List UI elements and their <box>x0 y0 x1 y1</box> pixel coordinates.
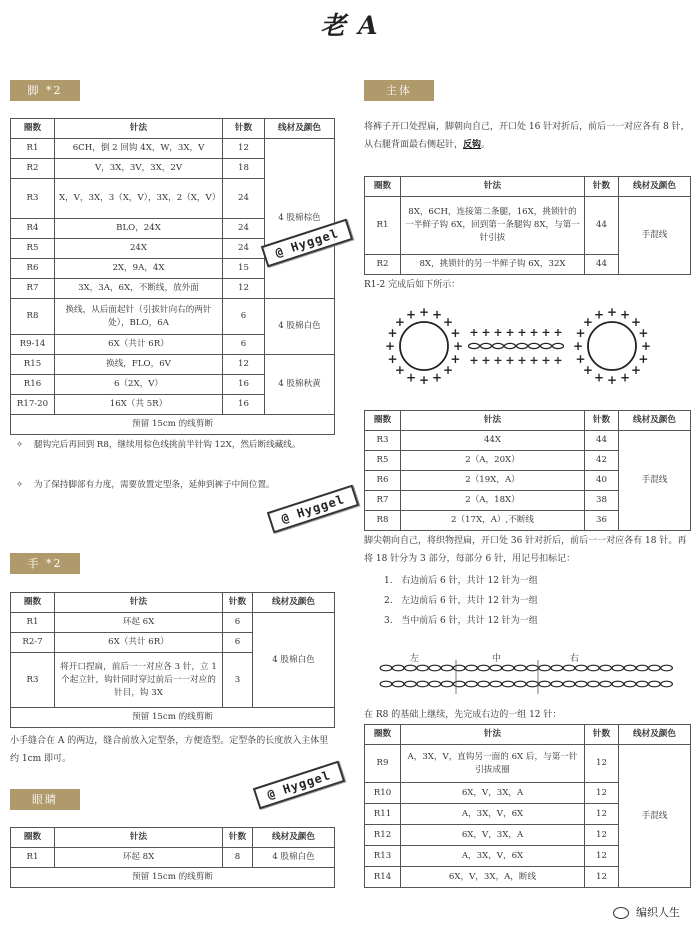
diagram-label-left: 左 <box>410 654 420 664</box>
table-row: R8 2（17X，A）,不断线 36 <box>365 511 691 531</box>
header-round: 圈数 <box>11 828 55 848</box>
chain-stitch <box>575 681 587 687</box>
stitch-plus-mark: + <box>384 339 396 353</box>
stitch-plus-mark: + <box>517 326 527 339</box>
chain-stitch <box>502 681 514 687</box>
chain-stitch <box>417 681 429 687</box>
chain-stitch <box>490 681 502 687</box>
chain-stitch <box>600 681 612 687</box>
yarn-cell: 手混线 <box>619 431 691 531</box>
header-count: 针数 <box>585 725 619 745</box>
stitch-plus-mark: + <box>394 314 405 329</box>
stitch-plus-mark: + <box>638 325 649 340</box>
chain-stitch <box>478 681 490 687</box>
left-ring <box>385 305 463 387</box>
stitch-plus-mark: + <box>553 326 563 339</box>
chain-stitch <box>588 665 600 671</box>
stitch-plus-mark: + <box>418 305 430 319</box>
table-row: R5 2（A，20X） 42 <box>365 451 691 471</box>
header-count: 针数 <box>223 593 253 613</box>
ring-circle <box>588 322 636 370</box>
body-table-3 <box>364 724 691 888</box>
chain-stitch <box>541 343 552 348</box>
chain-stitch <box>553 343 564 348</box>
stitch-plus-mark: + <box>606 373 618 387</box>
chain-stitch <box>649 665 661 671</box>
stitch-plus-mark: + <box>517 354 527 367</box>
header-yarn: 线材及颜色 <box>253 828 335 848</box>
table-row: R3 44X 44 手混线 <box>365 431 691 451</box>
diagram-label-mid: 中 <box>492 654 502 664</box>
header-stitch: 针法 <box>401 725 585 745</box>
table-row: R5 24X 24 <box>11 239 335 259</box>
header-count: 针数 <box>585 411 619 431</box>
chain-stitch <box>429 681 441 687</box>
chain-stitch <box>527 665 539 671</box>
chain-stitch <box>517 343 528 348</box>
stitch-plus-mark: + <box>631 314 642 329</box>
table-row: R12 6X，V，3X，A 12 <box>365 825 691 846</box>
chain-stitch <box>551 681 563 687</box>
stitch-plus-mark: + <box>443 363 454 378</box>
header-stitch: 针法 <box>55 593 223 613</box>
yarn-cell: 4 股棉棕色 <box>265 139 335 299</box>
chain-stitch <box>514 665 526 671</box>
header-yarn: 线材及颜色 <box>619 177 691 197</box>
chain-stitch <box>380 681 392 687</box>
right-ring <box>573 305 651 387</box>
table-row: R13 A，3X，V，6X 12 <box>365 846 691 867</box>
chain-bridge <box>469 326 564 367</box>
table-footer: 预留 15cm 的线剪断 <box>11 868 335 888</box>
header-round: 圈数 <box>11 119 55 139</box>
chain-stitch <box>490 665 502 671</box>
chain-stitch <box>417 665 429 671</box>
stitch-plus-mark: + <box>481 354 491 367</box>
table-row: R7 2（A，18X） 38 <box>365 491 691 511</box>
table-row: R15 换线，FLO，6V 12 4 股棉秋黄 <box>11 355 335 375</box>
table-row: R6 2（19X，A） 40 <box>365 471 691 491</box>
yarn-cell: 手混线 <box>619 197 691 275</box>
stitch-plus-mark: + <box>418 373 430 387</box>
chain-stitch <box>539 665 551 671</box>
diamond-bullet-icon: ✧ <box>16 440 24 450</box>
table-row: R2 V，3X，3V，3X，2V 18 <box>11 159 335 179</box>
yarn-cell: 4 股棉秋黄 <box>265 355 335 415</box>
table-row: R7 3X，3A，6X，不断线，放外面 12 <box>11 279 335 299</box>
stitch-plus-mark: + <box>387 325 398 340</box>
chain-stitch <box>563 681 575 687</box>
header-round: 圈数 <box>11 593 55 613</box>
stitch-plus-mark: + <box>575 325 586 340</box>
step-2: 2. 左边前后 6 针，共计 12 针为一组 <box>384 596 538 606</box>
stitch-plus-mark: + <box>469 354 479 367</box>
chain-stitch <box>649 681 661 687</box>
table-row: R9 A，3X，V，直钩另一面的 6X 后，与第一针引拔成圈 12 手混线 <box>365 745 691 783</box>
section-eyes-label: 眼睛 <box>10 789 80 810</box>
table-row: R2 8X，挑锁针的另一半鲜子钩 6X，32X 44 <box>365 255 691 275</box>
stitch-plus-mark: + <box>593 370 605 385</box>
header-stitch: 针法 <box>401 411 585 431</box>
stitch-plus-mark: + <box>493 326 503 339</box>
table-row: R2-7 6X（共计 6R） 6 <box>11 633 335 653</box>
chain-stitch <box>539 681 551 687</box>
stitch-plus-mark: + <box>450 325 461 340</box>
table-row: R11 A，3X，V，6X 12 <box>365 804 691 825</box>
stitch-plus-mark: + <box>640 339 652 353</box>
chain-stitch <box>405 665 417 671</box>
stitch-plus-mark: + <box>541 354 551 367</box>
body-table-2 <box>364 410 691 531</box>
table-row: R3 X，V，3X，3（X，V），3X，2（X，V） 24 <box>11 179 335 219</box>
chain-stitch <box>505 343 516 348</box>
chain-stitch <box>466 681 478 687</box>
stitch-plus-mark: + <box>394 363 405 378</box>
chain-stitch <box>380 665 392 671</box>
header-yarn: 线材及颜色 <box>265 119 335 139</box>
chain-stitch <box>481 343 492 348</box>
foot-note-2: ✧ 为了保持脚部有力度，需要放置定型条，延伸到裤子中间位置。 <box>34 476 334 495</box>
watermark-stamp: @ Hyggel <box>267 485 359 534</box>
header-stitch: 针法 <box>55 119 223 139</box>
stitch-plus-mark: + <box>575 352 586 367</box>
chain-stitch <box>392 681 404 687</box>
header-count: 针数 <box>585 177 619 197</box>
table-footer: 预留 15cm 的线剪断 <box>11 708 335 728</box>
chain-stitch <box>600 665 612 671</box>
table-row: R1 环起 6X 6 4 股棉白色 <box>11 613 335 633</box>
chain-stitch <box>453 681 465 687</box>
header-stitch: 针法 <box>55 828 223 848</box>
table-row: R10 6X，V，3X，A 12 <box>365 783 691 804</box>
chain-stitch <box>636 681 648 687</box>
chain-stitch <box>588 681 600 687</box>
section-body-label: 主体 <box>364 80 434 101</box>
section-hand-label: 手 *2 <box>10 553 80 574</box>
chain-stitch <box>441 681 453 687</box>
body-intro: 将裤子开口处捏扁，脚朝向自己，开口处 16 针对折后，前后一一对应各有 8 针，从右腿背面最右侧起针，反钩。 <box>364 122 690 150</box>
chain-stitch <box>575 665 587 671</box>
table-row: R14 6X，V，3X，A，断线 12 <box>365 867 691 888</box>
stitch-plus-mark: + <box>505 354 515 367</box>
chain-stitch <box>563 665 575 671</box>
body-para-2: 脚尖朝向自己，将织物捏扁，开口处 36 针对折后，前后一一对应各有 18 针。再将 18 针分为 3 部分，每部分 6 针，用记号扣标记： <box>364 536 687 564</box>
table-row: R17-20 16X（共 5R） 16 <box>11 395 335 415</box>
chain-stitch <box>624 665 636 671</box>
stitch-plus-mark: + <box>572 339 584 353</box>
r12-caption: R1-2 完成后如下所示： <box>364 280 461 290</box>
header-count: 针数 <box>223 119 265 139</box>
chain-stitch <box>612 665 624 671</box>
stitch-plus-mark: + <box>387 352 398 367</box>
hand-table <box>10 592 335 728</box>
stitch-plus-mark: + <box>443 314 454 329</box>
stitch-plus-mark: + <box>452 339 464 353</box>
header-yarn: 线材及颜色 <box>619 725 691 745</box>
chain-stitch <box>636 665 648 671</box>
step-3: 3. 当中前后 6 针，共计 12 针为一组 <box>384 616 538 626</box>
stitch-plus-mark: + <box>638 352 649 367</box>
wechat-icon <box>613 907 629 919</box>
header-round: 圈数 <box>365 177 401 197</box>
stitch-plus-mark: + <box>529 326 539 339</box>
chain-stitch <box>551 665 563 671</box>
table-row: R1 环起 8X 8 4 股棉白色 <box>11 848 335 868</box>
chain-stitch <box>529 343 540 348</box>
step-1: 1. 右边前后 6 针，共计 12 针为一组 <box>384 576 538 586</box>
table-row: R3 将开口捏扁，前后一一对应各 3 针，立 1 个起立针，钩针同时穿过前后一一对应的针目，钩 3X 3 <box>11 653 335 708</box>
table-row: R9-14 6X（共计 6R） 6 <box>11 335 335 355</box>
chain-stitch <box>392 665 404 671</box>
section-foot-label: 脚 *2 <box>10 80 80 101</box>
yarn-cell: 4 股棉白色 <box>265 299 335 355</box>
chain-stitch <box>453 665 465 671</box>
yarn-cell: 手混线 <box>619 745 691 888</box>
chain-stitch <box>429 665 441 671</box>
yarn-cell: 4 股棉白色 <box>253 613 335 708</box>
foot-note-1: ✧ 腿钩完后再回到 R8，继续用棕色线挑前半针钩 12X，然后断线藏线。 <box>34 436 334 455</box>
ring-circle <box>400 322 448 370</box>
stitch-plus-mark: + <box>431 370 443 385</box>
table-row: R6 2X，9A，4X 15 <box>11 259 335 279</box>
stitch-plus-mark: + <box>505 326 515 339</box>
watermark-stamp: @ Hyggel <box>253 761 345 810</box>
diamond-bullet-icon: ✧ <box>16 480 24 490</box>
header-stitch: 针法 <box>401 177 585 197</box>
stitch-plus-mark: + <box>619 307 631 322</box>
stitch-plus-mark: + <box>619 370 631 385</box>
chain-stitch <box>493 343 504 348</box>
chain-stitch <box>441 665 453 671</box>
table-footer: 预留 15cm 的线剪断 <box>11 415 335 435</box>
foot-table <box>10 118 335 435</box>
chain-stitch <box>527 681 539 687</box>
header-yarn: 线材及颜色 <box>253 593 335 613</box>
header-yarn: 线材及颜色 <box>619 411 691 431</box>
body-para-3: 在 R8 的基础上继续，先完成右边的一组 12 针： <box>364 710 562 720</box>
chain-stitch <box>661 681 673 687</box>
stitch-plus-mark: + <box>405 307 417 322</box>
table-row: R1 6CH，倒 2 回钩 4X，W，3X，V 12 4 股棉棕色 <box>11 139 335 159</box>
chain-stitch <box>478 665 490 671</box>
hand-note: 小手缝合在 A 的两边，缝合前放入定型条，方便造型。定型条的长度放入主体里约 1cm 即可。 <box>10 736 329 764</box>
chain-stitch <box>405 681 417 687</box>
watermark-stamp: @ Hyggel <box>261 219 353 268</box>
table-row: R4 BLO，24X 24 <box>11 219 335 239</box>
chain-stitch <box>661 665 673 671</box>
stitch-plus-mark: + <box>431 307 443 322</box>
page-title: 老 A <box>320 11 380 40</box>
chain-stitch <box>624 681 636 687</box>
stitch-plus-mark: + <box>469 326 479 339</box>
table-row: R8 换线，从后面起针（引拔针向右的两针处），BLO，6A 6 4 股棉白色 <box>11 299 335 335</box>
three-part-chain-diagram <box>378 660 674 696</box>
chain-stitch <box>612 681 624 687</box>
header-round: 圈数 <box>365 411 401 431</box>
chain-stitch <box>502 665 514 671</box>
body-table-1 <box>364 176 691 275</box>
r1-2-diagram <box>378 300 674 392</box>
table-row: R1 8X，6CH，连接第二条腿，16X，挑锁针的一半鲜子钩 6X，回到第一条腿钩 8X，与第一针引拔 44 手混线 <box>365 197 691 255</box>
chain-stitch <box>469 343 480 348</box>
header-round: 圈数 <box>365 725 401 745</box>
stitch-plus-mark: + <box>631 363 642 378</box>
eye-table <box>10 827 335 888</box>
chain-stitch <box>514 681 526 687</box>
table-row: R16 6（2X，V） 16 <box>11 375 335 395</box>
stitch-plus-mark: + <box>593 307 605 322</box>
stitch-plus-mark: + <box>582 363 593 378</box>
stitch-plus-mark: + <box>553 354 563 367</box>
stitch-plus-mark: + <box>450 352 461 367</box>
stitch-plus-mark: + <box>529 354 539 367</box>
stitch-plus-mark: + <box>481 326 491 339</box>
stitch-plus-mark: + <box>582 314 593 329</box>
stitch-plus-mark: + <box>606 305 618 319</box>
chain-stitch <box>466 665 478 671</box>
diagram-label-right: 右 <box>570 654 580 664</box>
stitch-plus-mark: + <box>493 354 503 367</box>
brand-logo: 编织人生 <box>613 904 681 920</box>
stitch-plus-mark: + <box>541 326 551 339</box>
header-count: 针数 <box>223 828 253 848</box>
stitch-plus-mark: + <box>405 370 417 385</box>
